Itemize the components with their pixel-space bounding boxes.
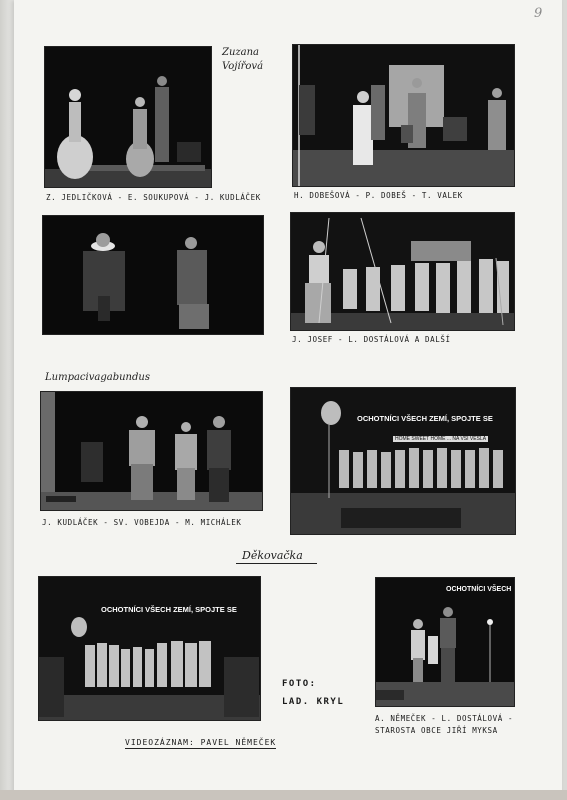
photo-dekovacka-2 bbox=[375, 577, 515, 707]
stage-scene-5 bbox=[41, 392, 262, 510]
video-credit: VIDEOZÁZNAM: PAVEL NĚMEČEK bbox=[125, 738, 277, 747]
stage-scene-3 bbox=[43, 216, 263, 334]
banner-photo-7: OCHOTNÍCI VŠECH ZEMÍ, SPOJTE SE bbox=[101, 605, 237, 614]
heading-zuzana: Zuzana Vojířová bbox=[222, 47, 264, 72]
photo-lumpacivagabundus bbox=[40, 391, 263, 511]
stage-scene-4 bbox=[291, 213, 514, 330]
photo-dekovacka-1 bbox=[38, 576, 261, 721]
photo-credit-name: LAD. KRYL bbox=[282, 697, 345, 707]
photo-lumpacivagabundus-finale bbox=[290, 387, 516, 535]
stage-scene-2 bbox=[293, 45, 514, 186]
photo-zuzana-2 bbox=[292, 44, 515, 187]
page-number: 9 bbox=[534, 6, 543, 21]
banner-photo-6: OCHOTNÍCI VŠECH ZEMÍ, SPOJTE SE bbox=[357, 414, 493, 423]
photo-credit-label: FOTO: bbox=[282, 679, 317, 689]
stage-scene-6 bbox=[291, 388, 515, 534]
caption-photo-8-line2: STAROSTA OBCE JIŘÍ MYKSA bbox=[375, 726, 498, 735]
photo-zuzana-3 bbox=[42, 215, 264, 335]
caption-photo-2: H. DOBEŠOVÁ - P. DOBEŠ - T. VALEK bbox=[294, 191, 463, 200]
stage-scene-7 bbox=[39, 577, 260, 720]
heading-lumpacivagabundus: Lumpacivagabundus bbox=[45, 372, 150, 383]
photo-zuzana-1 bbox=[44, 46, 212, 188]
stage-scene-1 bbox=[45, 47, 211, 187]
stage-scene-8 bbox=[376, 578, 514, 706]
banner-photo-8: OCHOTNÍCI VŠECH bbox=[446, 586, 512, 593]
caption-photo-1: Z. JEDLIČKOVÁ - E. SOUKUPOVÁ - J. KUDLÁČEK bbox=[46, 193, 261, 202]
photo-zuzana-4 bbox=[290, 212, 515, 331]
caption-photo-5: J. KUDLÁČEK - SV. VOBEJDA - M. MICHÁLEK bbox=[42, 518, 242, 527]
album-binding bbox=[0, 0, 14, 800]
caption-photo-4: J. JOSEF - L. DOSTÁLOVÁ A DALŠÍ bbox=[292, 335, 451, 344]
caption-photo-8-line1: A. NĚMEČEK - L. DOSTÁLOVÁ - bbox=[375, 714, 514, 723]
bottom-edge bbox=[0, 790, 567, 800]
heading-dekovacka: Děkovačka bbox=[236, 549, 317, 564]
banner-sub-photo-6: HOME SWEET HOME ... NA VSI VESLA bbox=[395, 436, 487, 442]
